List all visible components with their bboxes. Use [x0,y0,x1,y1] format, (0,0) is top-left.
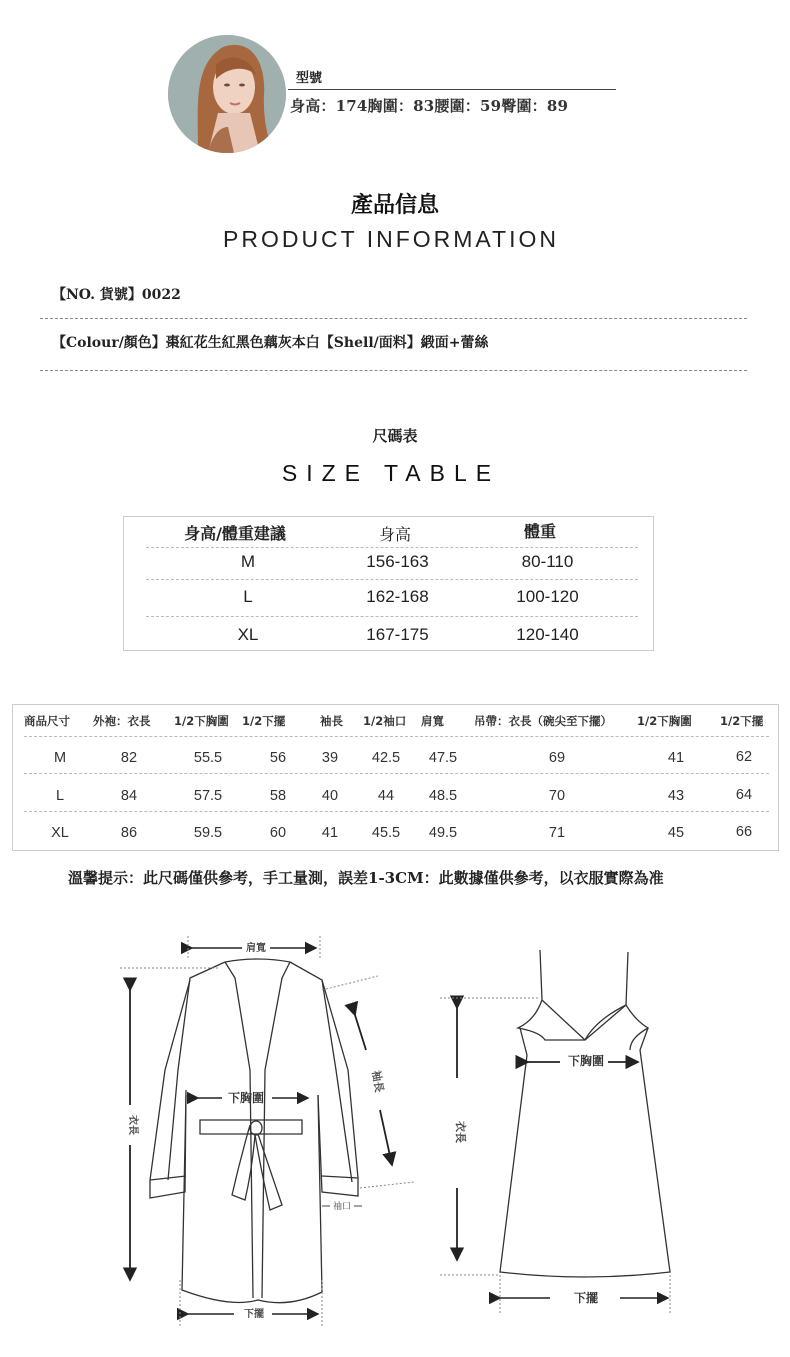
meas-header: 外袍：衣長 [93,714,151,728]
size-table-title-cn: 尺碼表 [372,427,418,445]
size-cell: 100-120 [516,587,579,606]
product-number: 【NO. 貨號】0022 [52,287,181,303]
meas-cell: 45.5 [371,825,401,841]
row-divider [24,811,769,812]
size-cell: XL [237,625,259,644]
meas-cell: 45 [667,825,685,841]
model-label: 型號 [296,71,323,86]
meas-cell: 41 [667,750,685,766]
slip-hem-label: 下擺 [573,1291,599,1305]
meas-cell: 39 [321,750,339,766]
row-divider [24,736,769,737]
robe-drawing [150,959,358,1303]
robe-underbust-label: 下胸圍 [227,1091,265,1105]
size-cell: L [243,587,253,606]
meas-cell: 42.5 [371,750,401,766]
sleeve-arrow-bottom [380,1110,392,1165]
meas-header: 1/2下擺 [720,714,764,728]
meas-cell: 69 [548,750,566,766]
row-divider [146,547,638,548]
meas-cell: 70 [548,788,566,804]
meas-cell: 57.5 [193,788,223,804]
meas-cell: 49.5 [428,825,458,841]
meas-cell: 66 [735,824,753,840]
meas-cell: 64 [735,787,753,803]
robe-cuff-label: 袖口 [332,1202,352,1212]
meas-header: 袖長 [320,714,343,728]
meas-header: 肩寬 [421,714,444,728]
garment-diagrams [0,920,790,1357]
meas-cell: 40 [321,788,339,804]
robe-sleeve-label: 袖長 [369,1069,386,1094]
size-cell: 156-163 [366,552,429,571]
meas-cell: 86 [120,825,138,841]
model-stats: 身高：174胸圍：83腰圍：59臀圍：89 [290,97,569,115]
meas-cell: 55.5 [193,750,223,766]
meas-cell: 84 [120,788,138,804]
robe-hem-label: 下擺 [244,1309,264,1320]
meas-header: 1/2下胸圍 [637,714,692,728]
row-divider [146,616,638,617]
colour-fabric-line: 【Colour/顏色】棗紅花生紅黑色藕灰本白【Shell/面料】緞面+蕾絲 [52,335,489,351]
meas-cell: 44 [377,788,395,804]
size-cell: 167-175 [366,625,429,644]
meas-cell: 41 [321,825,339,841]
robe-shoulder-label: 肩寬 [246,943,266,954]
size-cell: 162-168 [366,587,429,606]
size-table-header: 身高 [378,525,411,544]
divider [40,370,747,371]
meas-cell: 71 [548,825,566,841]
meas-cell: 62 [735,749,753,765]
model-photo [168,35,286,153]
meas-header: 吊帶：衣長（碗尖至下擺） [474,714,612,728]
row-divider [146,579,638,580]
meas-header: 1/2下胸圍 [174,714,229,728]
meas-cell: 59.5 [193,825,223,841]
meas-cell: XL [51,825,69,841]
meas-cell: L [55,788,65,804]
meas-cell: 60 [269,825,287,841]
size-table-header: 體重 [523,522,556,541]
meas-cell: 48.5 [428,788,458,804]
meas-cell: 82 [120,750,138,766]
slip-length-label: 衣長 [454,1121,467,1143]
size-cell: 120-140 [516,625,579,644]
meas-header: 1/2下擺 [242,714,286,728]
robe-length-label: 衣長 [127,1115,138,1135]
meas-header: 商品尺寸 [24,714,70,728]
size-table-title-en: SIZE TABLE [281,460,501,486]
meas-cell: 47.5 [428,750,458,766]
row-divider [24,773,769,774]
size-cell: M [240,552,256,571]
meas-cell: M [53,750,67,766]
model-avatar [168,35,286,153]
sleeve-arrow-top [355,1015,366,1050]
product-info-title-en: PRODUCT INFORMATION [223,226,559,252]
meas-cell: 58 [269,788,287,804]
slip-drawing [500,950,670,1277]
meas-cell: 43 [667,788,685,804]
size-tip: 溫馨提示：此尺碼僅供參考，手工量測，誤差1-3CM：此數據僅供參考，以衣服實際為准 [68,869,664,887]
meas-header: 1/2袖口 [363,714,407,728]
size-cell: 80-110 [521,552,574,571]
meas-cell: 56 [269,750,287,766]
size-table-header: 身高/體重建議 [184,524,286,543]
model-divider [288,89,616,90]
divider [40,318,747,319]
slip-underbust-label: 下胸圍 [567,1054,605,1068]
product-info-title-cn: 產品信息 [350,193,439,218]
